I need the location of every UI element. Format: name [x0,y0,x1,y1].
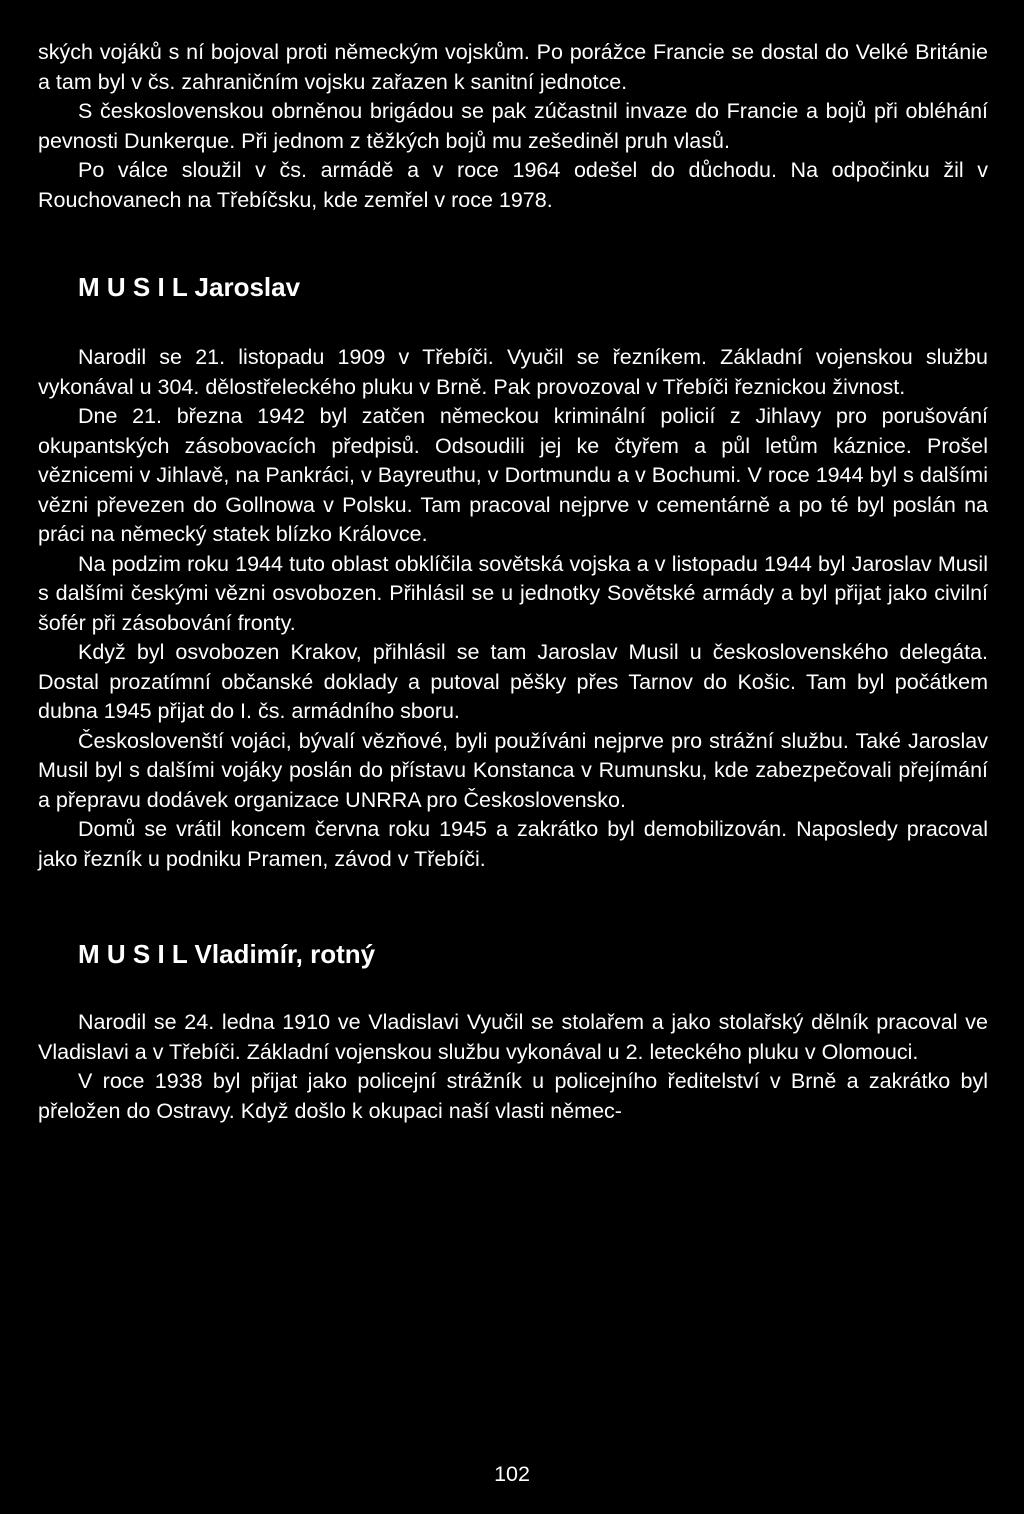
paragraph: ských vojáků s ní bojoval proti německým vojskům. Po porážce Francie se dostal do Velké Británie a tam byl v čs. zahraničním vojsku zařazen k sanitní jednotce. [38,40,988,94]
page-body [38,38,988,1126]
paragraph: Po válce sloužil v čs. armádě a v roce 1964 odešel do důchodu. Na odpočinku žil v Rouchovanech na Třebíčsku, kde zemřel v roce 1978. [38,158,988,212]
paragraph: Domů se vrátil koncem června roku 1945 a zakrátko byl demobilizován. Naposledy pracoval jako řezník u podniku Pramen, závod v Třebíči. [38,817,988,871]
paragraph: Dne 21. března 1942 byl zatčen německou kriminální policií z Jihlavy pro porušování okupantských zásobovacích předpisů. Odsoudili jej ke čtyřem a půl letům káznice. Prošel věznicemi v Jihlavě, na Pankráci, v Bayreuthu, v Dortmundu a v Bochumi. V roce 1944 byl s dalšími vězni převezen do Gollnowa v Polsku. Tam pracoval nejprve v cementárně a po té byl poslán na práci na německý statek blízko Královce. [38,404,988,546]
paragraph: V roce 1938 byl přijat jako policejní strážník u policejního ředitelství v Brně a zakrátko byl přeložen do Ostravy. Když došlo k okupaci naší vlasti němec- [38,1069,988,1123]
paragraph: S československou obrněnou brigádou se pak zúčastnil invaze do Francie a bojů při obléhání pevnosti Dunkerque. Při jednom z těžkých bojů mu zešediněl pruh vlasů. [38,99,988,153]
paragraph: Českoslovenští vojáci, bývalí vězňové, byli používáni nejprve pro strážní službu. Také Jaroslav Musil byl s dalšími vojáky poslán do přístavu Konstanca v Rumunsku, kde zabezpečovali přejímání a přepravu dodávek organizace UNRRA pro Československo. [38,728,988,812]
section-heading-jaroslav: M U S I L Jaroslav [78,272,301,302]
paragraph: Když byl osvobozen Krakov, přihlásil se tam Jaroslav Musil u československého delegáta. Dostal prozatímní občanské doklady a putoval pěšky přes Tarnov do Košic. Tam byl počátkem dubna 1945 přijat do I. čs. armádního sboru. [38,640,988,723]
paragraph: Narodil se 24. ledna 1910 ve Vladislavi Vyučil se stolařem a jako stolařský dělník pracoval ve Vladislavi a v Třebíči. Základní vojenskou službu vykonával u 2. leteckého pluku v Olomouci. [38,1010,988,1064]
paragraph: Narodil se 21. listopadu 1909 v Třebíči. Vyučil se řezníkem. Základní vojenskou službu vykonával u 304. dělostřeleckého pluku v Brně. Pak provozoval v Třebíči řeznickou živnost. [38,345,988,399]
paragraph: Na podzim roku 1944 tuto oblast obklíčila sovětská vojska a v listopadu 1944 byl Jaroslav Musil s dalšími českými vězni osvobozen. Přihlásil se u jednotky Sovětské armády a byl přijat jako civilní šofér při zásobování fronty. [38,551,988,635]
section-heading-vladimir: M U S I L Vladimír, rotný [78,939,376,969]
page-number: 102 [494,1462,530,1486]
